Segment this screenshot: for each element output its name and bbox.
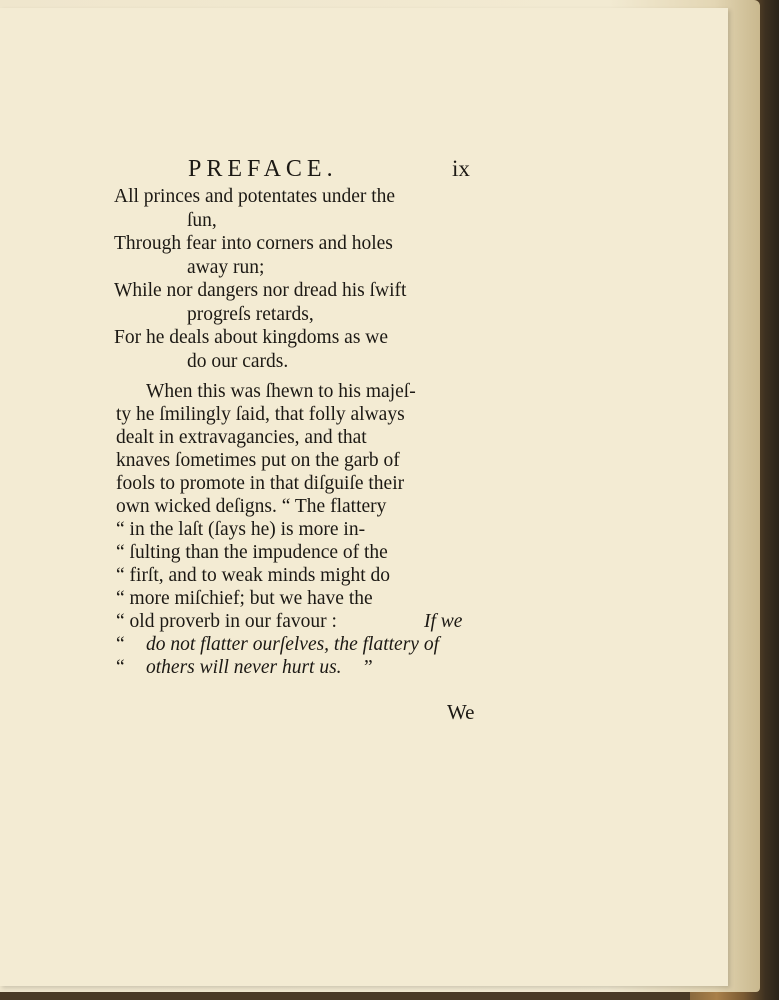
verse-line: do our cards. — [187, 351, 289, 372]
italic-line: do not flatter ourſelves, the flattery of — [146, 634, 439, 655]
paragraph-line: fools to promote in that diſguiſe their — [116, 473, 405, 494]
verse-line: progreſs retards, — [187, 304, 314, 325]
quote-mark: “ — [116, 657, 125, 678]
italic-line: others will never hurt us. — [146, 657, 342, 678]
verse-line: While nor dangers nor dread his ſwift — [114, 280, 407, 301]
running-header: PREFACE. — [188, 156, 338, 182]
page-number: ix — [452, 156, 470, 181]
verse-line: Through fear into corners and holes — [114, 233, 393, 254]
quote-mark: ” — [364, 657, 373, 678]
catchword: We — [447, 700, 475, 724]
paragraph-line: ty he ſmilingly ſaid, that folly always — [116, 404, 405, 425]
paragraph-line: “ in the laſt (ſays he) is more in- — [116, 519, 366, 540]
paragraph-line: “ more miſchief; but we have the — [116, 588, 373, 609]
paragraph-line: “ old proverb in our favour : — [116, 611, 337, 632]
quote-mark: “ — [116, 634, 125, 655]
paragraph-line: When this was ſhewn to his majeſ- — [146, 381, 416, 402]
verse-line: For he deals about kingdoms as we — [114, 327, 389, 348]
verse-line: away run; — [187, 257, 265, 278]
paragraph-line: own wicked deſigns. “ The flattery — [116, 496, 387, 517]
paragraph-line: “ firſt, and to weak minds might do — [116, 565, 391, 586]
verse-line: All princes and potentates under the — [114, 186, 396, 207]
paragraph-line: dealt in extravagancies, and that — [116, 427, 367, 448]
italic-phrase: If we — [424, 611, 463, 632]
book-page — [0, 8, 728, 986]
paragraph-line: “ ſulting than the impudence of the — [116, 542, 388, 563]
verse-line: ſun, — [187, 210, 217, 231]
paragraph-line: knaves ſometimes put on the garb of — [116, 450, 400, 471]
